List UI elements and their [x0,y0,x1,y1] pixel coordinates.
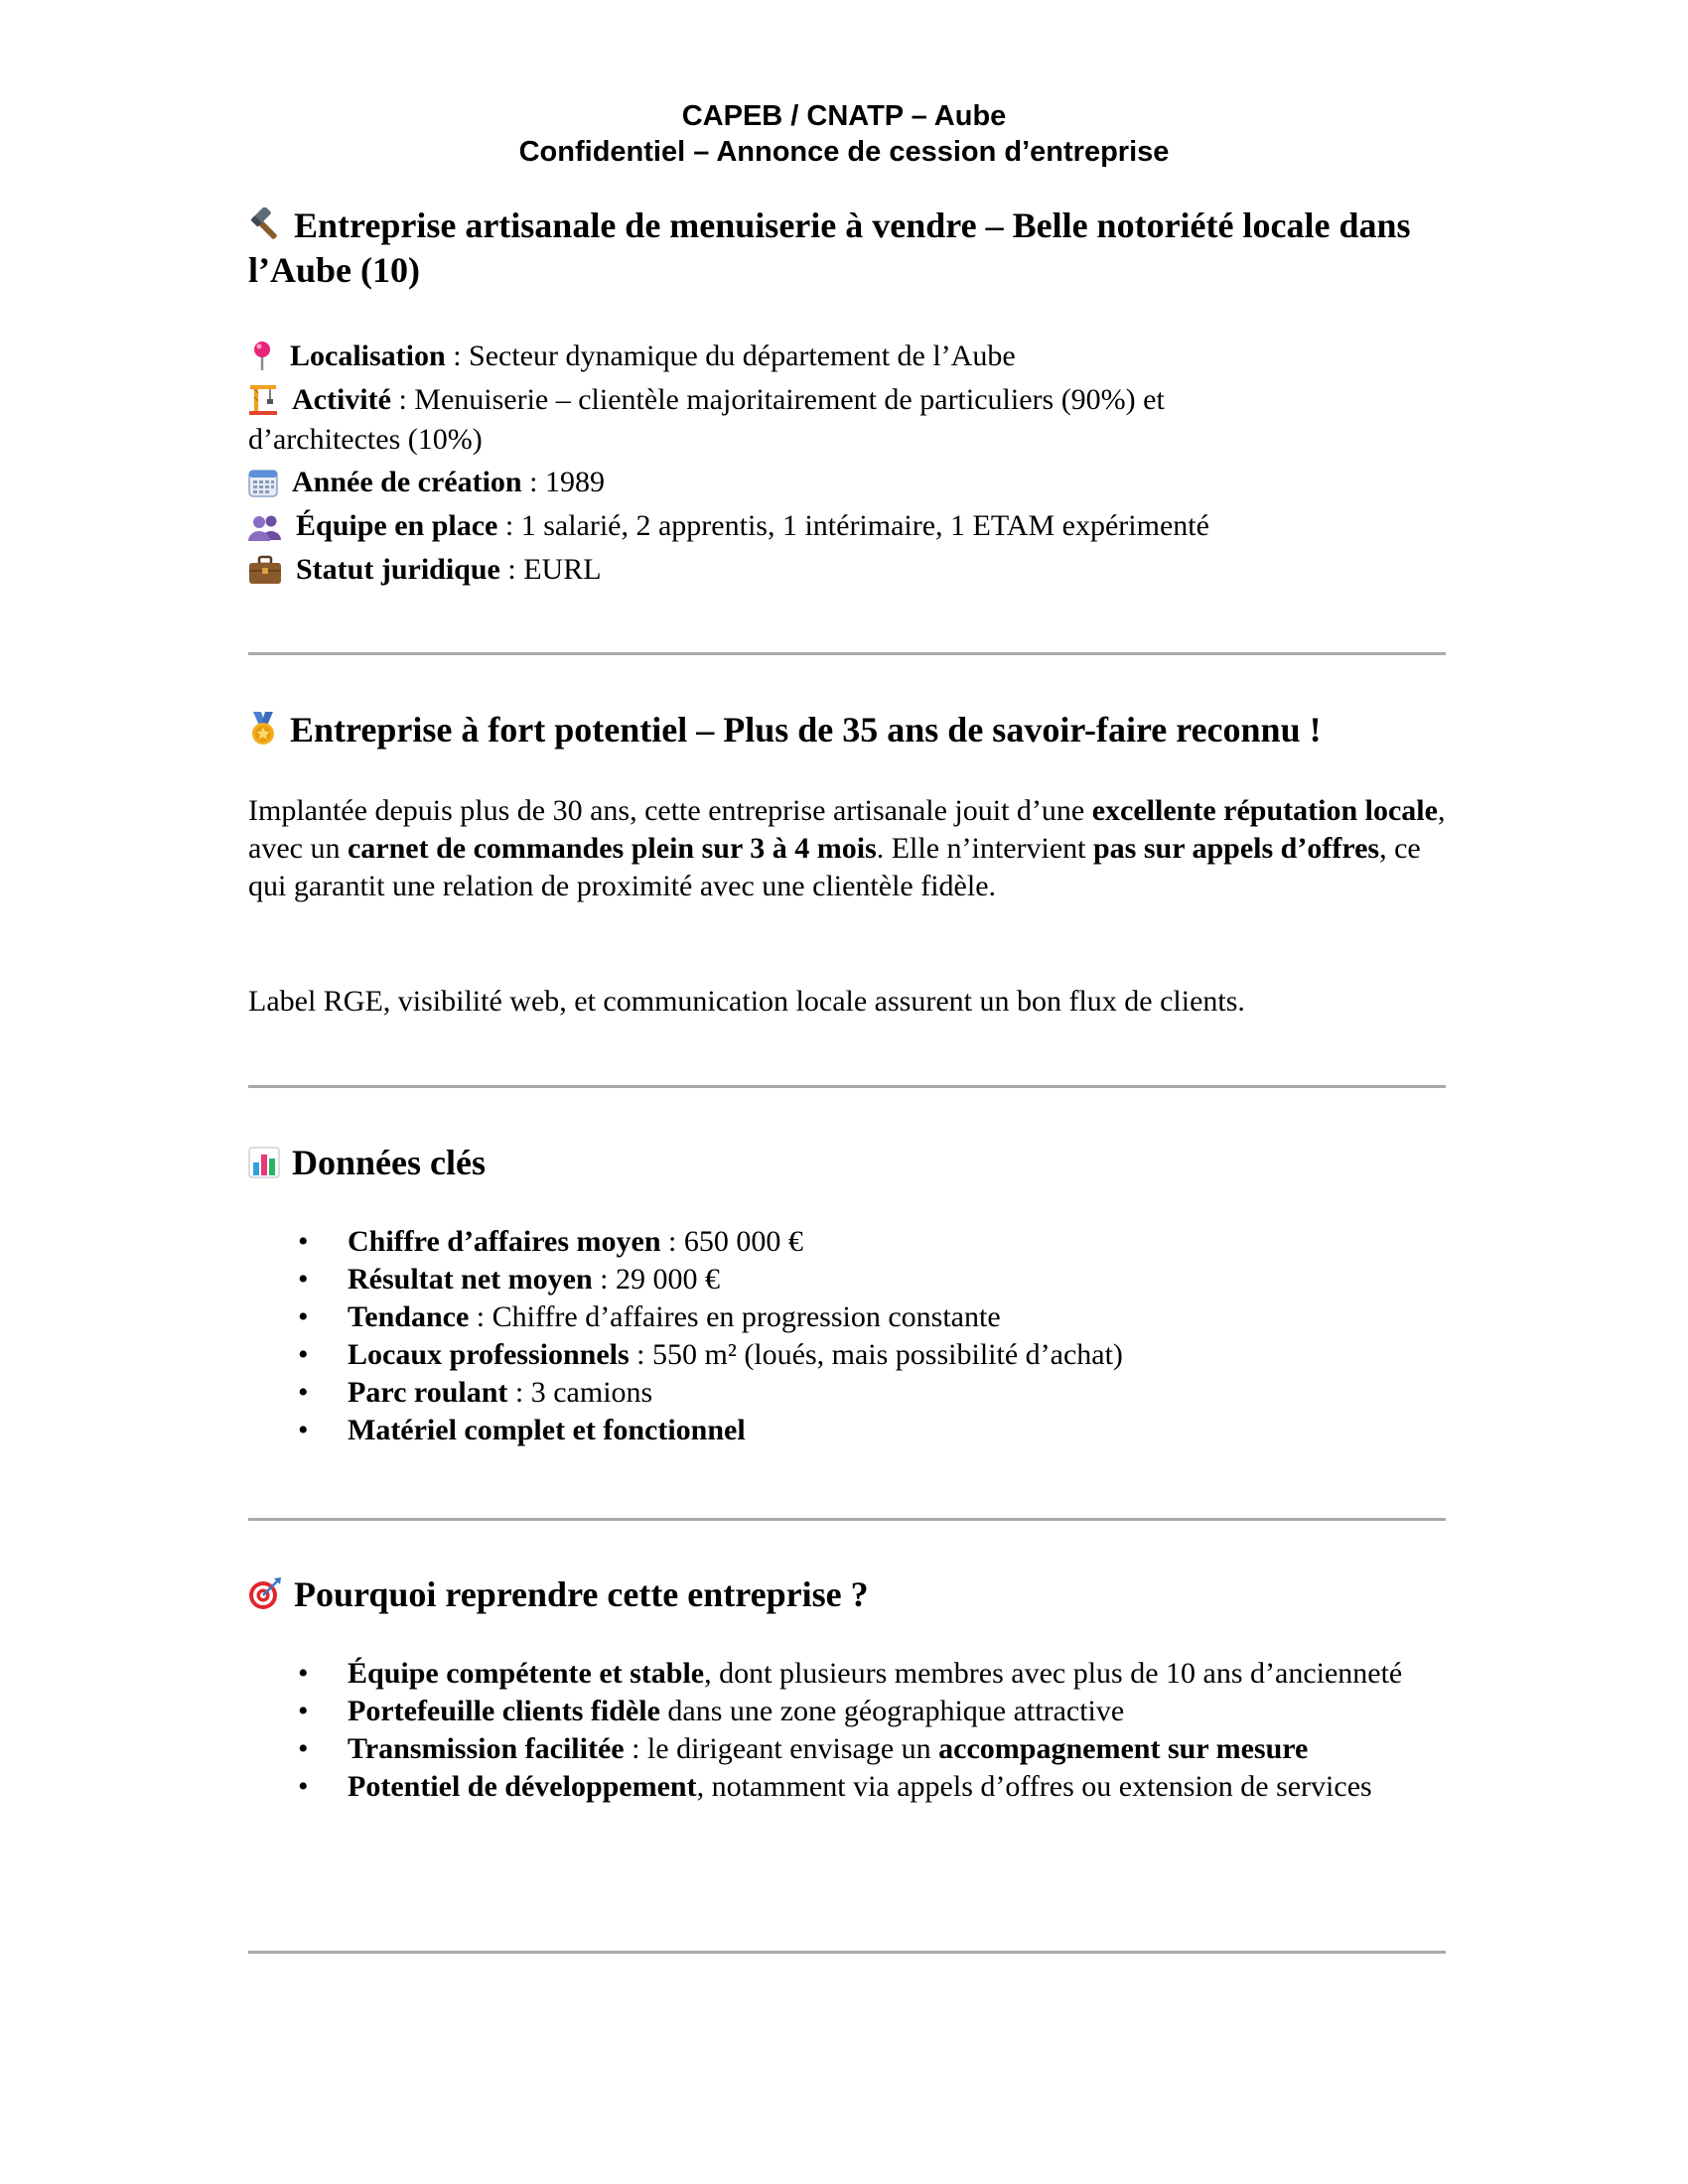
item-value: : 29 000 € [592,1263,720,1296]
fact-value: : EURL [499,553,602,586]
item-text: dans une zone géographique attractive [659,1695,1125,1727]
section-title-key-data [248,1141,1470,1185]
item-text: , notamment via appels d’offres ou extension de services [696,1770,1372,1803]
fact-value: : 1989 [521,466,605,498]
divider [248,1085,1446,1088]
fact-activite-continued: d’architectes (10%) [248,423,483,456]
list-item [248,1336,1450,1374]
section-title-text: Données clés [292,1143,486,1182]
key-data-list [248,1223,1450,1449]
item-label: Locaux professionnels [348,1338,630,1371]
header-line-2: Confidentiel – Annonce de cession d’entreprise [518,136,1170,168]
bold-run: carnet de commandes plein sur 3 à 4 mois [347,832,877,865]
item-value: : 550 m² (loués, mais possibilité d’achat) [629,1338,1123,1371]
divider [248,1951,1446,1954]
why-list [248,1655,1450,1806]
calendar-icon [248,468,278,497]
list-item [248,1261,1450,1298]
fact-localisation [248,338,1450,375]
fact-value: : Menuiserie – clientèle majoritairement de particuliers (90%) et [390,383,1165,416]
list-item [248,1655,1450,1693]
item-label: Résultat net moyen [348,1263,593,1296]
round-pushpin-icon [248,340,276,371]
fact-label: Localisation [290,340,446,372]
item-value: : Chiffre d’affaires en progression constante [469,1300,1001,1333]
potential-paragraph-1 [248,792,1450,905]
bold-run: excellente réputation locale [1091,794,1438,827]
fact-label: Activité [292,383,391,416]
list-item [248,1730,1450,1768]
bold-run: pas sur appels d’offres [1092,832,1380,865]
item-value: : 650 000 € [660,1225,803,1258]
text-run: . Elle n’intervient [876,832,1093,865]
fact-label: Statut juridique [296,553,500,586]
item-label: Chiffre d’affaires moyen [348,1225,661,1258]
text-run: , ce qui garantit une relation de proximité avec une clientèle fidèle. [248,832,1421,902]
list-item [248,1768,1450,1806]
text-run: , avec un [248,794,1446,865]
medal-icon [248,712,278,746]
item-text: , dont plusieurs membres avec plus de 10 ans d’ancienneté [704,1657,1403,1690]
list-item [248,1374,1450,1412]
item-label: Potentiel de développement [348,1770,697,1803]
fact-equipe [248,507,1450,545]
fact-value: : Secteur dynamique du département de l’Aube [445,340,1016,372]
list-item [248,1693,1450,1730]
item-bold: accompagnement sur mesure [938,1732,1309,1765]
item-label: Portefeuille clients fidèle [348,1695,660,1727]
item-text: : le dirigeant envisage un [624,1732,939,1765]
main-title-text: Entreprise artisanale de menuiserie à vendre – Belle notoriété locale dans l’Aube (10) [248,205,1411,290]
divider [248,1518,1446,1521]
section-title-potential [248,708,1470,752]
fact-activite [248,381,1450,419]
main-title [248,204,1470,293]
item-label: Tendance [348,1300,470,1333]
fact-annee-creation [248,464,1450,501]
fact-value: : 1 salarié, 2 apprentis, 1 intérimaire, 1 ETAM expérimenté [497,509,1209,542]
section-title-text: Pourquoi reprendre cette entreprise ? [294,1574,869,1614]
fact-statut [248,551,1450,589]
header-line-1: CAPEB / CNATP – Aube [681,100,1007,132]
item-label: Équipe compétente et stable [348,1657,705,1690]
fact-label: Année de création [292,466,522,498]
list-item [248,1412,1450,1449]
item-label: Parc roulant [348,1376,508,1409]
divider [248,652,1446,655]
construction-crane-icon [248,383,278,415]
list-item [248,1223,1450,1261]
target-icon [248,1576,282,1610]
text-run: Implantée depuis plus de 30 ans, cette entreprise artisanale jouit d’une [248,794,1092,827]
item-value: : 3 camions [507,1376,653,1409]
section-title-why [248,1572,1470,1617]
list-item [248,1298,1450,1336]
item-label: Matériel complet et fonctionnel [348,1414,746,1446]
section-title-text: Entreprise à fort potentiel – Plus de 35 ans de savoir-faire reconnu ! [290,710,1322,750]
fact-label: Équipe en place [296,509,498,542]
item-label: Transmission facilitée [348,1732,625,1765]
bar-chart-icon [248,1147,280,1178]
briefcase-icon [248,555,282,585]
hammer-icon [248,207,282,241]
potential-paragraph-2: Label RGE, visibilité web, et communication locale assurent un bon flux de clients. [248,985,1245,1018]
people-icon [248,513,282,541]
